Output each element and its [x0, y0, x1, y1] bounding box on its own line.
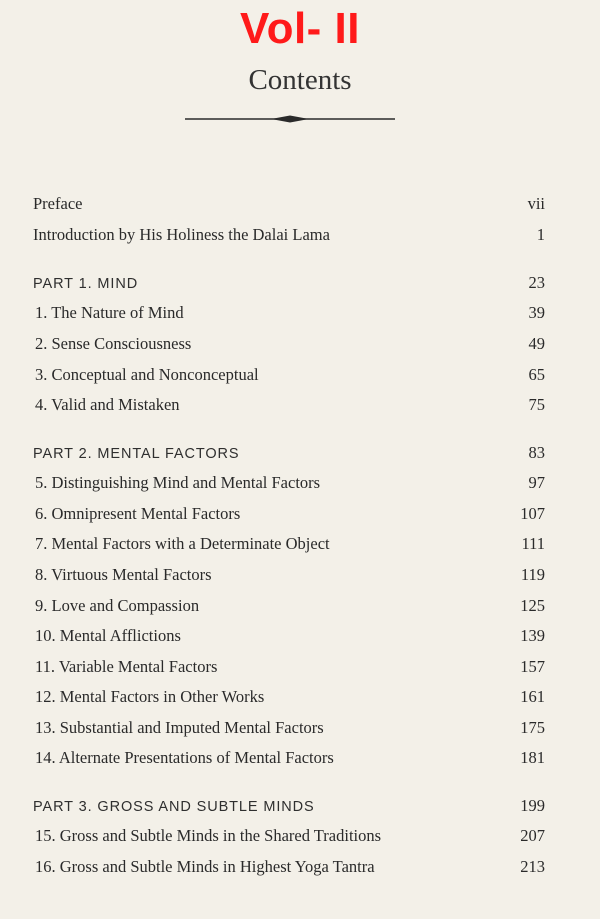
- chapter-title: 14. Alternate Presentations of Mental Factors: [35, 748, 334, 767]
- volume-label: Vol- II: [239, 4, 360, 53]
- chapter-title: 13. Substantial and Imputed Mental Factors: [35, 718, 324, 737]
- chapter-page: 49: [528, 334, 545, 353]
- toc-chapter[interactable]: [33, 718, 545, 738]
- part-page: 23: [528, 273, 545, 292]
- chapter-page: 157: [520, 657, 545, 676]
- chapter-title: 6. Omnipresent Mental Factors: [35, 504, 241, 523]
- toc-part-1[interactable]: [33, 273, 545, 294]
- toc-chapter[interactable]: [33, 473, 545, 493]
- chapter-page: 107: [520, 504, 545, 523]
- toc-entry-preface[interactable]: [33, 194, 545, 214]
- toc-chapter[interactable]: [33, 748, 545, 768]
- chapter-page: 125: [520, 596, 545, 615]
- chapter-page: 207: [520, 826, 545, 845]
- entry-page: 1: [536, 225, 545, 244]
- part-page: 83: [528, 443, 545, 462]
- chapter-title: 8. Virtuous Mental Factors: [35, 565, 212, 584]
- entry-title: Preface: [33, 194, 83, 213]
- chapter-title: 16. Gross and Subtle Minds in Highest Yoga Tantra: [35, 857, 375, 876]
- chapter-title: 4. Valid and Mistaken: [35, 395, 180, 414]
- toc-chapter[interactable]: [33, 334, 545, 354]
- chapter-title: 11. Variable Mental Factors: [35, 657, 218, 676]
- toc-chapter[interactable]: [33, 303, 545, 323]
- chapter-title: 3. Conceptual and Nonconceptual: [35, 365, 259, 384]
- toc-chapter[interactable]: [33, 395, 545, 415]
- chapter-title: 2. Sense Consciousness: [35, 334, 192, 353]
- chapter-title: 10. Mental Afflictions: [35, 626, 181, 645]
- chapter-page: 39: [528, 303, 545, 322]
- chapter-page: 161: [520, 687, 545, 706]
- toc-chapter[interactable]: [33, 687, 545, 707]
- chapter-title: 1. The Nature of Mind: [35, 303, 184, 322]
- toc-chapter[interactable]: [33, 626, 545, 646]
- toc-chapter[interactable]: [33, 826, 545, 846]
- chapter-title: 5. Distinguishing Mind and Mental Factors: [35, 473, 321, 492]
- toc-chapter[interactable]: [33, 365, 545, 385]
- page-title: Contents: [248, 64, 352, 96]
- chapter-title: 7. Mental Factors with a Determinate Object: [35, 534, 330, 553]
- chapter-page: 75: [528, 395, 545, 414]
- chapter-page: 181: [520, 748, 545, 767]
- chapter-page: 119: [520, 565, 545, 584]
- chapter-page: 65: [528, 365, 545, 384]
- toc-chapter[interactable]: [33, 504, 545, 524]
- chapter-page: 139: [520, 626, 545, 645]
- toc-chapter[interactable]: [33, 565, 545, 585]
- chapter-page: 175: [520, 718, 545, 737]
- chapter-title: 15. Gross and Subtle Minds in the Shared Traditions: [35, 826, 382, 845]
- part-title: PART 1. MIND: [33, 276, 139, 292]
- toc-chapter[interactable]: [33, 596, 545, 616]
- chapter-title: 12. Mental Factors in Other Works: [35, 687, 265, 706]
- entry-title: Introduction by His Holiness the Dalai Lama: [33, 225, 330, 244]
- part-page: 199: [520, 796, 545, 815]
- chapter-page: 97: [528, 473, 545, 492]
- toc-chapter[interactable]: [33, 857, 545, 877]
- toc-chapter[interactable]: [33, 657, 545, 677]
- toc-part-3[interactable]: [33, 796, 545, 817]
- chapter-page: 111: [521, 534, 545, 553]
- chapter-title: 9. Love and Compassion: [35, 596, 200, 615]
- toc-entry-introduction[interactable]: [33, 225, 545, 245]
- toc-part-2[interactable]: [33, 443, 545, 464]
- part-title: PART 3. GROSS AND SUBTLE MINDS: [33, 799, 315, 815]
- part-title: PART 2. MENTAL FACTORS: [33, 446, 240, 462]
- entry-page: vii: [527, 194, 545, 213]
- toc-chapter[interactable]: [33, 534, 545, 554]
- chapter-page: 213: [520, 857, 545, 876]
